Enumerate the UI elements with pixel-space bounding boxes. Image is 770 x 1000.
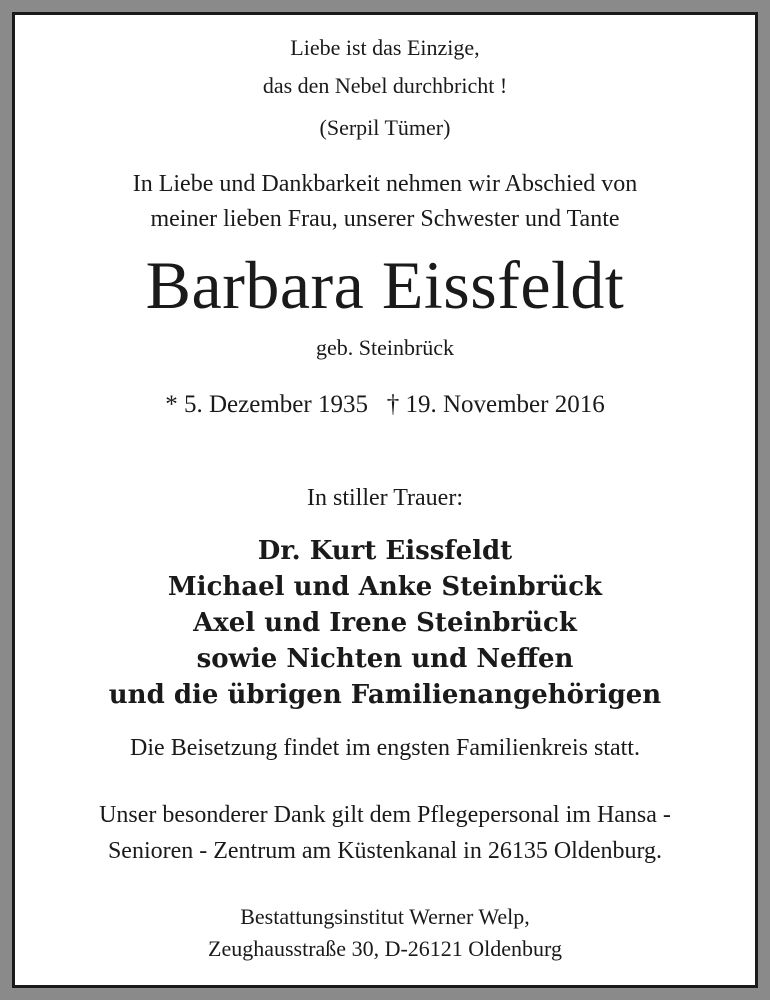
mourner-name: Axel und Irene Steinbrück — [193, 608, 577, 638]
undertaker-line-1: Bestattungsinstitut Werner Welp, — [240, 904, 530, 929]
mourner-name: und die übrigen Familienangehörigen — [108, 680, 662, 710]
thanks-line-1: Unser besonderer Dank gilt dem Pflegepersonal im Hansa - — [99, 802, 671, 828]
deceased-name: Barbara Eissfeldt — [145, 247, 625, 323]
mourning-heading: In stiller Trauer: — [307, 485, 463, 511]
life-dates: * 5. Dezember 1935 † 19. November 2016 — [165, 391, 605, 418]
intro-line-1: In Liebe und Dankbarkeit nehmen wir Abschied von — [132, 171, 638, 197]
funeral-notice: Die Beisetzung findet im engsten Familienkreis statt. — [130, 735, 640, 761]
maiden-name: geb. Steinbrück — [315, 335, 455, 360]
quote-author: (Serpil Tümer) — [319, 115, 451, 140]
mourner-name: Dr. Kurt Eissfeldt — [257, 536, 513, 566]
mourner-name: Michael und Anke Steinbrück — [167, 572, 603, 602]
quote-line-2: das den Nebel durchbricht ! — [262, 73, 508, 98]
undertaker-line-2: Zeughausstraße 30, D-26121 Oldenburg — [208, 936, 562, 961]
mourner-name: sowie Nichten und Neffen — [196, 644, 574, 674]
quote-line-1: Liebe ist das Einzige, — [290, 35, 480, 60]
thanks-line-2: Senioren - Zentrum am Küstenkanal in 26135 Oldenburg. — [107, 838, 663, 864]
intro-line-2: meiner lieben Frau, unserer Schwester und Tante — [150, 206, 620, 232]
